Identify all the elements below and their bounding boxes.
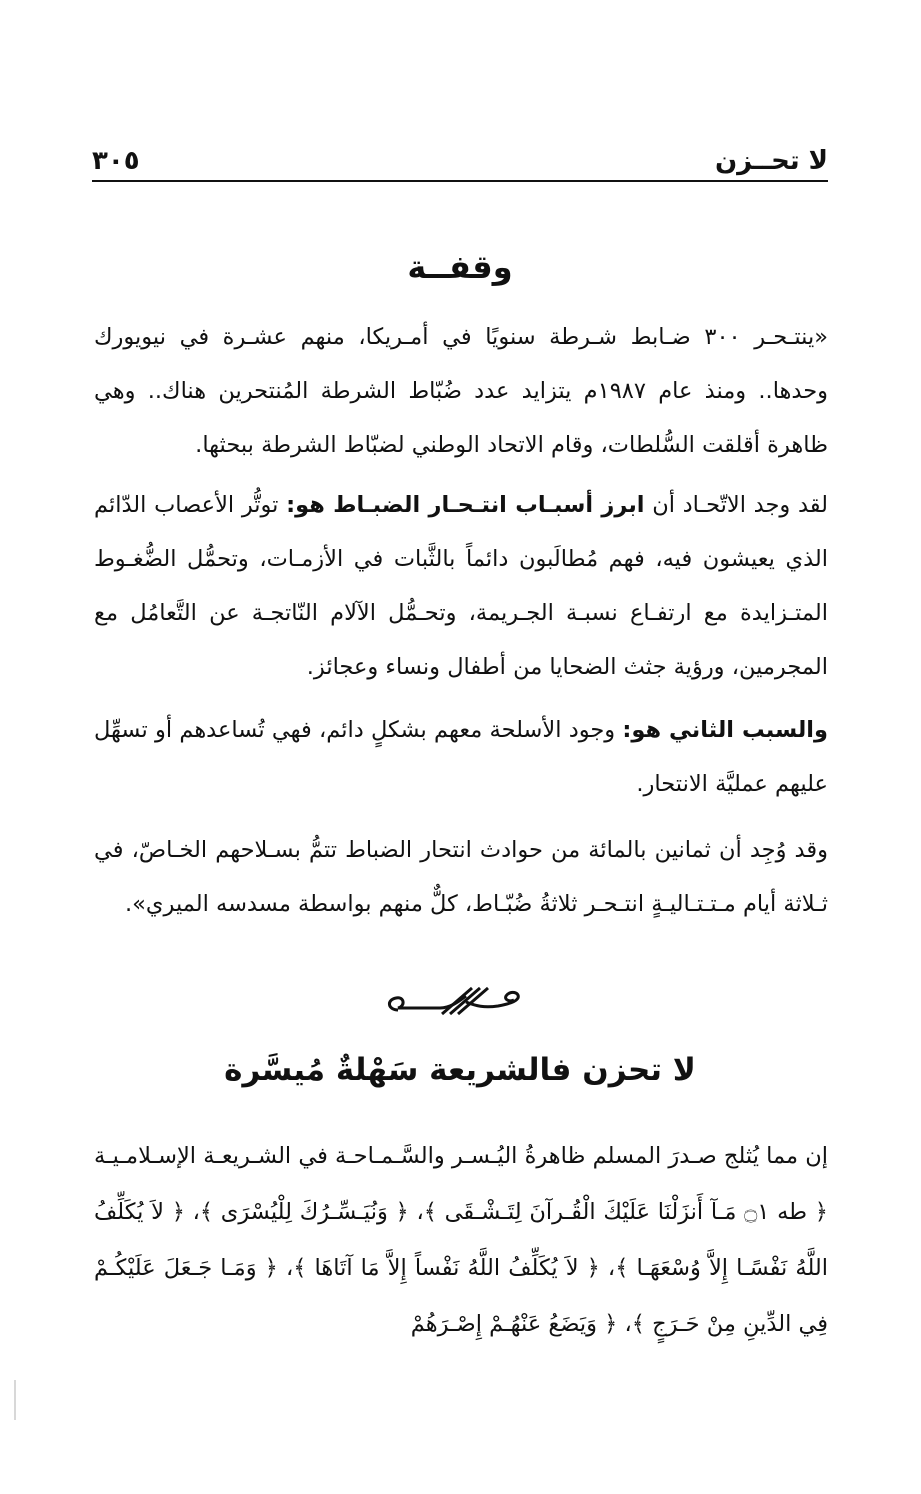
paragraph-rest: توتُّر الأعصاب الدّائم الذي يعيشون فيه، فهم مُطالَبون دائماً بالثَّبات في الأزمـات، وتحمُّل الضُّغـوط المتـزايدة مع ارتفـاع نسبـة الجـريمة، وتحـمُّل الآلام النّاتجـة عن التَّعامُل مع المجرمين، ورؤية جثث الضحايا من أطفال ونساء وعجائز. <box>94 492 828 680</box>
paragraph-second-cause <box>94 703 828 811</box>
paragraph-weapons <box>94 823 828 931</box>
paragraph-statistics <box>94 310 828 472</box>
section-heading-waqfa: وقفــة <box>407 248 513 286</box>
book-title: لا تحــزن <box>714 146 828 176</box>
paragraph-lead: والسبب الثاني هو: <box>622 717 828 743</box>
scan-margin-mark <box>14 1380 16 1420</box>
running-header <box>92 140 828 182</box>
section-heading-sharia: لا تحزن فالشريعة سَهْلةٌ مُيسَّرة <box>224 1052 696 1088</box>
paragraph-text: وقد وُجِد أن ثمانين بالمائة من حوادث انتحار الضباط تتمُّ بسـلاحهم الخـاصّ، في ثـلاثة أيام مـتـتـاليـةٍ انتـحـر ثلاثةُ ضُبّـاط، كلٌّ منهم بواسطة مسدسه الميري». <box>94 837 828 917</box>
paragraph-intro: لقد وجد الاتّحـاد أن <box>644 492 828 518</box>
paragraph-text: وجود الأسلحة معهم بشكلٍ دائم، فهي تُساعدهم أو تسهِّل عليهم عمليَّة الانتحار. <box>94 717 828 797</box>
paragraph-first-cause <box>94 478 828 694</box>
paragraph-sharia-ease <box>94 1128 828 1352</box>
paragraph-text: إن مما يُثلج صـدرَ المسلم ظاهرةُ اليُـسـر والسَّـمـاحـة في الشـريعـة الإسـلامـيـة ﴿ طه ۝١ مَـآ أَنزَلْنَا عَلَيْكَ الْقُـرآنَ لِتَـشْـقَى ﴾، ﴿ وَنُيَـسِّـرُكَ لِلْيُسْرَى ﴾، ﴿ لاَ يُكَلِّفُ اللَّهُ نَفْسًـا إِلاَّ وُسْعَهَـا ﴾، ﴿ لاَ يُكَلِّفُ اللَّهُ نَفْساً إِلاَّ مَا آتَاهَا ﴾، ﴿ وَمَـا جَـعَلَ عَلَيْكُـمْ فِي الدِّينِ مِنْ حَـرَجٍ ﴾، ﴿ وَيَضَعُ عَنْهُـمْ إِصْـرَهُمْ <box>94 1143 828 1337</box>
page-number: ٣٠٥ <box>92 146 140 176</box>
divider-ornament-icon <box>380 978 530 1028</box>
paragraph-text: «ينتـحـر ٣٠٠ ضـابط شـرطة سنويًا في أمـريكا، منهم عشـرة في نيويورك وحدها.. ومنذ عام ١٩٨٧م يتزايد عدد ضُبّاط الشرطة المُنتحرين هناك.. وهي ظاهرة أقلقت السُّلطات، وقام الاتحاد الوطني لضبّاط الشرطة ببحثها. <box>94 324 828 458</box>
paragraph-bold-phrase: ابرز أسبـاب انتـحـار الضبـاط هو: <box>286 492 645 518</box>
